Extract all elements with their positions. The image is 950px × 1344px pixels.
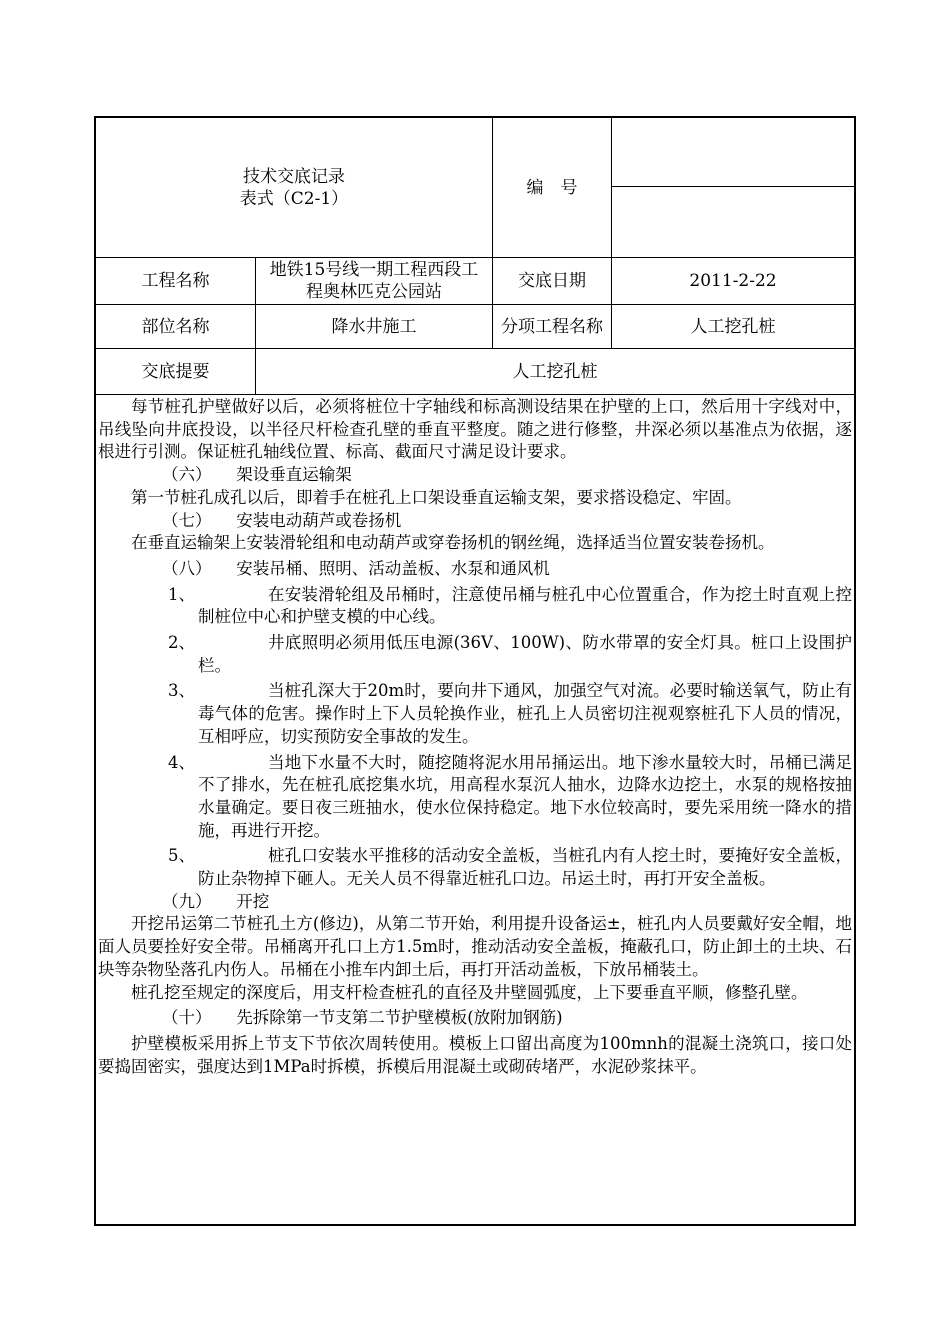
paragraph: 护壁模板采用拆上节支下节依次周转使用。模板上口留出高度为100mnh的混凝土浇筑口，接口处要捣固密实，强度达到1MPa时拆模，拆模后用混凝土或砌砖堵严，水泥砂浆抹平。 — [98, 1033, 852, 1076]
date-value: 2011-2-22 — [689, 271, 777, 291]
section-heading: （九） 开挖 — [162, 891, 270, 911]
list-item-text: 当地下水量不大时，随挖随将泥水用吊捅运出。地下渗水量较大时，吊桶已满足不了排水，先在桩孔底挖集水坑，用高程水泵沉人抽水，边降水边挖土，水泵的规格按抽水量确定。要日夜三班抽水，使水位保持稳定。地下水位较高时，要先采用统一降水的措施，再进行开挖。 — [198, 752, 852, 840]
title-line-2: 表式（C2-1） — [239, 188, 349, 209]
number-value-1 — [612, 118, 854, 186]
summary-label: 交底提要 — [141, 361, 210, 382]
list-item — [98, 680, 852, 748]
date-label: 交底日期 — [518, 271, 586, 291]
paragraph: 第一节桩孔成孔以后，即着手在桩孔上口架设垂直运输支架，要求搭设稳定、牢固。 — [131, 487, 742, 507]
list-item-text: 井底照明必须用低压电源(36V、100W)、防水带罩的安全灯具。桩口上设围护栏。 — [198, 633, 852, 675]
section-heading: （六） 架设垂直运输架 — [162, 465, 352, 485]
project-name-label: 工程名称 — [141, 271, 210, 291]
paragraph: 每节桩孔护壁做好以后，必须将桩位十字轴线和标高测设结果在护壁的上口，然后用十字线对中，吊线坠向井底投设，以半径尺杆检查孔壁的垂直平整度。随之进行修整，井深必须以基准点为依据，逐根进行引测。保证桩孔轴线位置、标高、截面尺寸满足设计要求。 — [98, 397, 852, 462]
section-heading: （七） 安装电动葫芦或卷扬机 — [162, 510, 402, 530]
list-item-text: 在安装滑轮组及吊桶时，注意使吊桶与桩孔中心位置重合，作为挖土时直观上控制桩位中心和护壁支模的中心线。 — [198, 584, 852, 627]
list-item-number: 2、 — [168, 633, 195, 653]
section-heading: （八） 安装吊桶、照明、活动盖板、水泵和通风机 — [162, 558, 550, 578]
list-item — [98, 584, 852, 629]
list-item-number: 3、 — [168, 681, 195, 701]
list-item — [98, 752, 852, 843]
part-name-label: 部位名称 — [141, 316, 210, 337]
sub-project-label: 分项工程名称 — [501, 316, 603, 337]
number-value-2 — [612, 187, 854, 257]
list-item — [98, 845, 852, 890]
paragraph: 在垂直运输架上安装滑轮组和电动葫芦或穿卷扬机的钢丝绳，选择适当位置安装卷扬机。 — [131, 533, 775, 553]
disclosure-content — [98, 396, 852, 1078]
title-line-1: 技术交底记录 — [243, 166, 345, 187]
list-item-number: 1、 — [168, 584, 195, 604]
paragraph: 开挖吊运第二节桩孔土方(修边)，从第二节开始，利用提升设备运±，桩孔内人员要戴好安全帽，地面人员要拴好安全带。吊桶离开孔口上方1.5m时，推动活动安全盖板，掩蔽孔口，防止卸土的土块、石块等杂物坠落孔内伤人。吊桶在小推车内卸土后，再打开活动盖板，下放吊桶装土。 — [98, 914, 852, 979]
sub-project-value: 人工挖孔桩 — [690, 316, 776, 337]
disclosure-record-sheet — [94, 116, 856, 1226]
list-item — [98, 632, 852, 677]
list-item-number: 4、 — [168, 752, 195, 772]
form-title — [96, 118, 492, 257]
part-name-value: 降水井施工 — [331, 316, 417, 337]
list-item-text: 桩孔口安装水平推移的活动安全盖板，当桩孔内有人挖土时，要掩好安全盖板，防止杂物掉下砸人。无关人员不得靠近桩孔口边。吊运土时，再打开安全盖板。 — [198, 846, 852, 889]
paragraph: 桩孔挖至规定的深度后，用支杆检查桩孔的直径及井壁圆弧度，上下要垂直平顺，修整孔壁。 — [131, 982, 808, 1002]
row-divider — [96, 394, 854, 395]
list-item-number: 5、 — [168, 846, 195, 866]
summary-value: 人工挖孔桩 — [512, 361, 598, 382]
project-name-value: 地铁15号线一期工程西段工程奥林匹克公园站 — [269, 260, 479, 302]
list-item-text: 当桩孔深大于20m时，要向井下通风，加强空气对流。必要时输送氧气，防止有毒气体的危害。操作时上下人员轮换作业，桩孔上人员密切注视观察桩孔下人员的情况，互相呼应，切实预防安全事故的发生。 — [198, 681, 852, 746]
number-label: 编 号 — [526, 177, 578, 198]
section-heading: （十） 先拆除第一节支第二节护壁模板(放附加钢筋) — [162, 1008, 563, 1028]
